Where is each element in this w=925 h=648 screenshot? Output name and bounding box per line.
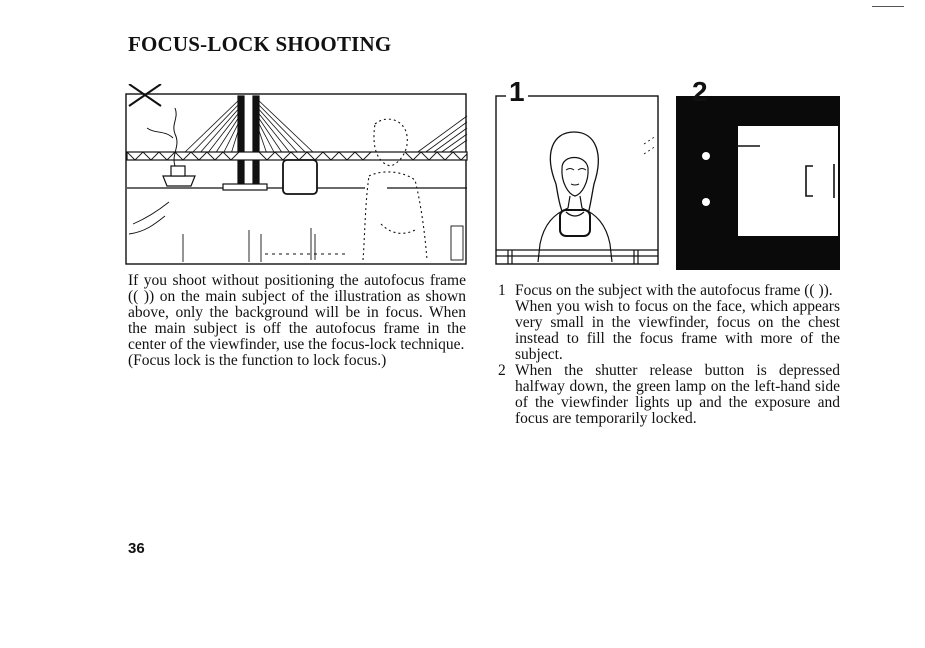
railing	[496, 250, 658, 264]
page-title: FOCUS-LOCK SHOOTING	[128, 32, 392, 56]
boat	[147, 108, 195, 186]
green-lamp-icon	[702, 152, 710, 160]
step2-viewfinder-illustration	[676, 84, 840, 270]
step-number: 2	[498, 362, 506, 379]
bridge-deck	[127, 152, 467, 160]
foreground-railing	[129, 202, 463, 262]
step-numeral-2: 2	[692, 76, 708, 107]
corner-rule	[872, 6, 904, 7]
step-item-1	[498, 283, 840, 363]
page-number: 36	[128, 540, 145, 557]
step-numeral-1: 1	[506, 78, 528, 106]
wrong-mark-icon	[129, 84, 161, 106]
bridge-towers	[183, 96, 467, 184]
step-detail: When you wish to focus on the face, which appears very small in the viewfinder, focus on the chest instead to fill the focus frame with more of the subject.	[515, 298, 840, 363]
step-item-2	[498, 363, 840, 427]
autofocus-frame-icon	[283, 160, 317, 194]
autofocus-frame-icon	[560, 210, 590, 236]
intro-paragraph	[128, 273, 466, 369]
woman-figure	[363, 119, 427, 260]
bridge-scene-illustration	[125, 84, 468, 266]
step-text: When the shutter release button is depressed halfway down, the green lamp on the left-hand side of the viewfinder lights up and the exposure and focus are temporarily locked.	[515, 362, 840, 427]
intro-note: (Focus lock is the function to lock focus.)	[128, 352, 387, 369]
step-text: Focus on the subject with the autofocus frame (( )).	[515, 282, 833, 299]
steps-list	[498, 283, 840, 427]
step-number: 1	[498, 282, 506, 299]
step1-subject-illustration	[494, 84, 662, 268]
indicator-lamp-icon	[702, 198, 710, 206]
intro-text: If you shoot without positioning the autofocus frame (( )) on the main subject of the illustration as shown above, only the background will be in focus. When the main subject is off the autofocus frame in the center of the viewfinder, use the focus-lock technique.	[128, 272, 466, 353]
